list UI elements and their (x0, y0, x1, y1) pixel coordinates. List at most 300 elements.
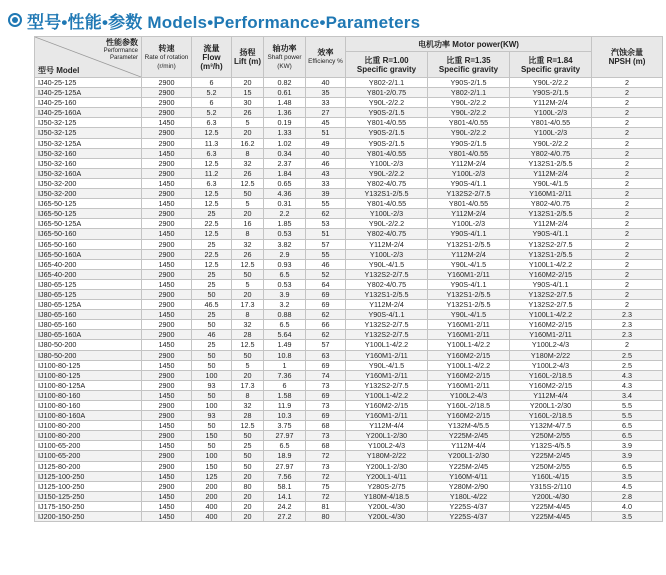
table-body (35, 78, 663, 522)
lift-cell: 28 (232, 411, 264, 421)
model-cell: IJ100-80-160A (35, 411, 142, 421)
sg-2-header (428, 52, 510, 78)
motor-sg1-cell: Y132S2-2/7.5 (346, 320, 428, 330)
sg-1-header (346, 52, 428, 78)
flow-cell: 125 (192, 471, 232, 481)
flow-cell: 22.5 (192, 249, 232, 259)
shaft-power-cell: 1 (264, 360, 306, 370)
model-cell: IJ100-80-125 (35, 370, 142, 380)
npsh-cell: 3.4 (592, 390, 663, 400)
npsh-cell: 2 (592, 148, 663, 158)
table-row (35, 431, 663, 441)
model-cell: IJ80-65-125A (35, 300, 142, 310)
npsh-header-zh: 汽蚀余量 (611, 48, 644, 57)
model-cell: IJ150-125-250 (35, 491, 142, 501)
motor-sg2-cell: Y180L-4/22 (428, 491, 510, 501)
shaft-power-cell: 10.3 (264, 411, 306, 421)
speed-cell: 2900 (142, 269, 192, 279)
speed-cell: 1450 (142, 501, 192, 511)
speed-cell: 1450 (142, 471, 192, 481)
table-row (35, 148, 663, 158)
motor-sg1-cell: Y200L1-2/30 (346, 431, 428, 441)
motor-sg1-cell: Y160M1-2/11 (346, 411, 428, 421)
motor-sg3-cell: Y132S1-2/5.5 (510, 249, 592, 259)
sg-3-header-en: Specific gravity (520, 64, 581, 74)
model-cell: IJ80-65-125 (35, 289, 142, 299)
motor-sg2-cell: Y112M-2/4 (428, 209, 510, 219)
flow-cell: 50 (192, 441, 232, 451)
shaft-power-cell: 58.1 (264, 481, 306, 491)
speed-header (142, 37, 192, 78)
motor-sg1-cell: Y280S-2/75 (346, 481, 428, 491)
speed-cell: 2900 (142, 431, 192, 441)
motor-sg1-cell: Y90L-2/2.2 (346, 219, 428, 229)
flow-cell: 50 (192, 421, 232, 431)
efficiency-cell: 69 (306, 360, 346, 370)
lift-cell: 8 (232, 390, 264, 400)
flow-cell: 50 (192, 350, 232, 360)
flow-cell: 100 (192, 401, 232, 411)
npsh-cell: 3.5 (592, 471, 663, 481)
speed-cell: 2900 (142, 300, 192, 310)
shaft-power-header-zh: 轴功率 (272, 43, 297, 53)
motor-sg3-cell: Y90S-4/1.1 (510, 229, 592, 239)
motor-sg1-cell: Y802-4/0.75 (346, 279, 428, 289)
efficiency-header-en: Efficiency % (308, 58, 343, 65)
efficiency-cell: 39 (306, 189, 346, 199)
model-cell: IJ80-50-200 (35, 340, 142, 350)
motor-sg2-cell: Y200L1-2/30 (428, 451, 510, 461)
flow-cell: 200 (192, 491, 232, 501)
motor-sg3-cell: Y100L-2/3 (510, 108, 592, 118)
motor-sg3-cell: Y132S1-2/5.5 (510, 209, 592, 219)
sg-2-header-en: Specific gravity (438, 64, 499, 74)
motor-sg3-cell: Y180M-2/22 (510, 350, 592, 360)
flow-cell: 5.2 (192, 88, 232, 98)
motor-sg2-cell: Y160M1-2/11 (428, 320, 510, 330)
table-row (35, 219, 663, 229)
motor-sg2-cell: Y90S-2/1.5 (428, 78, 510, 88)
speed-cell: 1450 (142, 229, 192, 239)
npsh-cell: 2.5 (592, 350, 663, 360)
npsh-cell: 2 (592, 289, 663, 299)
flow-cell: 200 (192, 481, 232, 491)
shaft-power-cell: 3.2 (264, 300, 306, 310)
motor-sg1-cell: Y802-4/0.75 (346, 229, 428, 239)
motor-sg1-cell: Y112M-2/4 (346, 239, 428, 249)
table-row (35, 360, 663, 370)
npsh-cell: 2.8 (592, 491, 663, 501)
motor-sg3-cell: Y112M-2/4 (510, 98, 592, 108)
table-row (35, 451, 663, 461)
efficiency-cell: 73 (306, 431, 346, 441)
lift-cell: 32 (232, 401, 264, 411)
lift-cell: 5 (232, 118, 264, 128)
table-row (35, 178, 663, 188)
speed-cell: 2900 (142, 350, 192, 360)
lift-cell: 26 (232, 168, 264, 178)
shaft-power-cell: 0.31 (264, 199, 306, 209)
model-cell: IJ125-100-250 (35, 481, 142, 491)
lift-cell: 5 (232, 360, 264, 370)
motor-sg3-cell: Y112M-2/4 (510, 219, 592, 229)
shaft-power-cell: 0.19 (264, 118, 306, 128)
lift-cell: 28 (232, 330, 264, 340)
speed-cell: 1450 (142, 421, 192, 431)
speed-cell: 2900 (142, 108, 192, 118)
shaft-power-cell: 1.48 (264, 98, 306, 108)
lift-cell: 5 (232, 199, 264, 209)
motor-sg3-cell: Y250M-2/55 (510, 431, 592, 441)
efficiency-cell: 72 (306, 491, 346, 501)
npsh-cell: 2 (592, 88, 663, 98)
shaft-power-cell: 0.93 (264, 259, 306, 269)
model-cell: IJ65-40-200 (35, 269, 142, 279)
efficiency-cell: 62 (306, 209, 346, 219)
npsh-cell: 2 (592, 128, 663, 138)
motor-sg3-cell: Y225M-4/45 (510, 512, 592, 522)
speed-cell: 2900 (142, 401, 192, 411)
motor-sg1-cell: Y200L1-4/11 (346, 471, 428, 481)
model-cell: IJ50-32-200 (35, 178, 142, 188)
model-cell: IJ125-100-250 (35, 471, 142, 481)
shaft-power-cell: 0.53 (264, 229, 306, 239)
model-cell: IJ50-32-160 (35, 148, 142, 158)
motor-sg2-cell: Y160M2-2/15 (428, 411, 510, 421)
lift-cell: 20 (232, 512, 264, 522)
model-cell: IJ80-50-200 (35, 350, 142, 360)
table-row (35, 350, 663, 360)
table-row (35, 320, 663, 330)
motor-sg2-cell: Y100L1-4/2.2 (428, 340, 510, 350)
motor-sg1-cell: Y90L-2/2.2 (346, 98, 428, 108)
parameters-table (34, 36, 663, 522)
shaft-power-cell: 6 (264, 380, 306, 390)
motor-sg2-cell: Y132M-4/5.5 (428, 421, 510, 431)
motor-power-header (346, 37, 592, 52)
lift-cell: 32 (232, 320, 264, 330)
motor-sg3-cell: Y100L2-4/3 (510, 340, 592, 350)
npsh-cell: 6.5 (592, 431, 663, 441)
motor-sg2-cell: Y280M-2/90 (428, 481, 510, 491)
speed-cell: 2900 (142, 370, 192, 380)
model-cell: IJ100-65-200 (35, 451, 142, 461)
motor-sg2-cell: Y100L-2/3 (428, 168, 510, 178)
motor-sg1-cell: Y90S-2/1.5 (346, 108, 428, 118)
motor-sg1-cell: Y132S1-2/5.5 (346, 189, 428, 199)
speed-cell: 1450 (142, 279, 192, 289)
motor-sg2-cell: Y801-4/0.55 (428, 148, 510, 158)
lift-cell: 12.5 (232, 178, 264, 188)
model-cell: IJ80-65-160 (35, 320, 142, 330)
bullet-circle-icon (8, 13, 22, 27)
shaft-power-header-en: Shaft power (KW) (267, 53, 302, 70)
model-cell: IJ65-50-160 (35, 239, 142, 249)
table-row (35, 108, 663, 118)
motor-sg2-cell: Y802-2/1.1 (428, 88, 510, 98)
model-cell: IJ65-50-125 (35, 209, 142, 219)
model-cell: IJ100-80-200 (35, 421, 142, 431)
table-row (35, 269, 663, 279)
lift-cell: 12.5 (232, 340, 264, 350)
motor-sg1-cell: Y160M1-2/11 (346, 370, 428, 380)
lift-header-zh: 扬程 (239, 48, 256, 57)
efficiency-cell: 62 (306, 330, 346, 340)
model-cell: IJ40-25-160A (35, 108, 142, 118)
speed-cell: 2900 (142, 289, 192, 299)
shaft-power-cell: 0.82 (264, 78, 306, 88)
speed-cell: 2900 (142, 219, 192, 229)
efficiency-cell: 33 (306, 178, 346, 188)
table-row (35, 229, 663, 239)
model-cell: IJ50-32-200 (35, 189, 142, 199)
table-row (35, 491, 663, 501)
motor-sg1-cell: Y200L1-2/30 (346, 461, 428, 471)
motor-sg2-cell: Y801-4/0.55 (428, 199, 510, 209)
motor-sg1-cell: Y100L1-4/2.2 (346, 390, 428, 400)
flow-cell: 400 (192, 512, 232, 522)
table-row (35, 471, 663, 481)
speed-cell: 2900 (142, 88, 192, 98)
motor-sg1-cell: Y90S-2/1.5 (346, 138, 428, 148)
efficiency-cell: 35 (306, 88, 346, 98)
lift-cell: 12.5 (232, 259, 264, 269)
shaft-power-cell: 0.88 (264, 310, 306, 320)
shaft-power-cell: 0.61 (264, 88, 306, 98)
shaft-power-cell: 18.9 (264, 451, 306, 461)
speed-cell: 1450 (142, 512, 192, 522)
motor-sg2-cell: Y132S2-2/7.5 (428, 189, 510, 199)
shaft-power-cell: 11.9 (264, 401, 306, 411)
shaft-power-cell: 14.1 (264, 491, 306, 501)
motor-sg3-cell: Y225M-4/45 (510, 501, 592, 511)
efficiency-cell: 51 (306, 128, 346, 138)
npsh-cell: 2 (592, 199, 663, 209)
flow-cell: 11.2 (192, 168, 232, 178)
motor-sg2-cell: Y90S-4/1.1 (428, 229, 510, 239)
model-cell: IJ50-32-125 (35, 128, 142, 138)
page-title: 型号•性能•参数 Models•Performance•Parameters (27, 12, 421, 32)
motor-sg1-cell: Y802-4/0.75 (346, 178, 428, 188)
model-cell: IJ175-150-250 (35, 501, 142, 511)
efficiency-cell: 51 (306, 229, 346, 239)
npsh-cell: 2 (592, 269, 663, 279)
efficiency-cell: 72 (306, 471, 346, 481)
motor-sg2-cell: Y801-4/0.55 (428, 118, 510, 128)
flow-header-en: Flow (m³/h) (200, 52, 223, 71)
speed-cell: 2900 (142, 461, 192, 471)
motor-sg3-cell: Y112M-2/4 (510, 168, 592, 178)
speed-header-zh: 转速 (158, 43, 175, 53)
motor-sg3-cell: Y90S-4/1.1 (510, 279, 592, 289)
lift-cell: 17.3 (232, 300, 264, 310)
shaft-power-cell: 1.58 (264, 390, 306, 400)
flow-cell: 25 (192, 209, 232, 219)
speed-cell: 2900 (142, 138, 192, 148)
npsh-cell: 6.5 (592, 461, 663, 471)
speed-cell: 2900 (142, 481, 192, 491)
motor-sg2-cell: Y90L-2/2.2 (428, 108, 510, 118)
npsh-cell: 2 (592, 189, 663, 199)
efficiency-cell: 81 (306, 501, 346, 511)
flow-cell: 12.5 (192, 158, 232, 168)
efficiency-cell: 33 (306, 98, 346, 108)
table-row (35, 279, 663, 289)
npsh-cell: 2 (592, 259, 663, 269)
sg-2-header-zh: 比重 R=1.35 (446, 55, 491, 65)
motor-sg3-cell: Y100L1-4/2.2 (510, 310, 592, 320)
motor-sg2-cell: Y225M-2/45 (428, 461, 510, 471)
table-row (35, 158, 663, 168)
speed-cell: 2900 (142, 168, 192, 178)
motor-sg2-cell: Y160L-2/18.5 (428, 401, 510, 411)
shaft-power-cell: 27.97 (264, 431, 306, 441)
motor-sg2-cell: Y100L-2/3 (428, 219, 510, 229)
lift-cell: 8 (232, 310, 264, 320)
flow-cell: 12.5 (192, 199, 232, 209)
model-cell: IJ100-65-200 (35, 441, 142, 451)
efficiency-cell: 46 (306, 259, 346, 269)
corner-top-zh: 性能参数 (106, 38, 138, 47)
motor-sg3-cell: Y160M2-2/15 (510, 380, 592, 390)
model-cell: IJ65-40-200 (35, 259, 142, 269)
efficiency-header (306, 37, 346, 78)
motor-sg1-cell: Y160M1-2/11 (346, 350, 428, 360)
model-cell: IJ100-80-125 (35, 360, 142, 370)
motor-sg2-cell: Y160M2-2/15 (428, 350, 510, 360)
motor-sg1-cell: Y200L-4/30 (346, 512, 428, 522)
npsh-cell: 4.3 (592, 380, 663, 390)
efficiency-cell: 73 (306, 401, 346, 411)
speed-cell: 2900 (142, 249, 192, 259)
npsh-cell: 2 (592, 178, 663, 188)
efficiency-cell: 53 (306, 219, 346, 229)
efficiency-cell: 73 (306, 461, 346, 471)
motor-sg3-cell: Y90L-4/1.5 (510, 178, 592, 188)
flow-cell: 6.3 (192, 118, 232, 128)
npsh-cell: 4.3 (592, 370, 663, 380)
flow-cell: 100 (192, 451, 232, 461)
table-row (35, 330, 663, 340)
motor-sg3-cell: Y315S-2/110 (510, 481, 592, 491)
motor-sg2-cell: Y132S1-2/5.5 (428, 289, 510, 299)
motor-sg3-cell: Y90L-2/2.2 (510, 138, 592, 148)
lift-cell: 20 (232, 209, 264, 219)
parameters-table-wrapper (34, 36, 662, 522)
npsh-cell: 2 (592, 340, 663, 350)
table-row (35, 501, 663, 511)
efficiency-cell: 69 (306, 300, 346, 310)
speed-header-en: Rate of rotation (r/min) (144, 53, 189, 70)
flow-cell: 25 (192, 310, 232, 320)
speed-cell: 1450 (142, 441, 192, 451)
motor-sg1-cell: Y180M-4/18.5 (346, 491, 428, 501)
speed-cell: 1450 (142, 178, 192, 188)
table-row (35, 401, 663, 411)
motor-sg1-cell: Y200L-4/30 (346, 501, 428, 511)
model-cell: IJ50-32-160A (35, 168, 142, 178)
motor-sg2-cell: Y100L2-4/3 (428, 390, 510, 400)
motor-sg3-cell: Y100L2-4/3 (510, 360, 592, 370)
table-row (35, 98, 663, 108)
speed-cell: 2900 (142, 451, 192, 461)
shaft-power-cell: 0.34 (264, 148, 306, 158)
efficiency-cell: 73 (306, 380, 346, 390)
motor-sg2-cell: Y160M1-2/11 (428, 269, 510, 279)
motor-sg2-cell: Y225S-4/37 (428, 512, 510, 522)
motor-sg1-cell: Y100L2-4/3 (346, 441, 428, 451)
flow-cell: 12.5 (192, 128, 232, 138)
shaft-power-cell: 2.37 (264, 158, 306, 168)
model-cell: IJ40-25-125 (35, 78, 142, 88)
efficiency-cell: 69 (306, 289, 346, 299)
shaft-power-header (264, 37, 306, 78)
npsh-cell: 5.5 (592, 411, 663, 421)
speed-cell: 1450 (142, 390, 192, 400)
speed-cell: 1450 (142, 360, 192, 370)
motor-sg3-cell: Y132S2-2/7.5 (510, 239, 592, 249)
model-cell: IJ125-80-200 (35, 461, 142, 471)
npsh-cell: 2 (592, 219, 663, 229)
speed-cell: 1450 (142, 340, 192, 350)
shaft-power-cell: 2.2 (264, 209, 306, 219)
sg-1-header-en: Specific gravity (356, 64, 417, 74)
flow-header-zh: 流量 (203, 43, 220, 53)
model-cell: IJ65-50-125 (35, 199, 142, 209)
table-row (35, 199, 663, 209)
shaft-power-cell: 0.53 (264, 279, 306, 289)
efficiency-header-zh: 效率 (317, 48, 334, 57)
model-cell: IJ40-25-160 (35, 98, 142, 108)
flow-cell: 150 (192, 461, 232, 471)
table-row (35, 310, 663, 320)
model-cell: IJ40-25-125A (35, 88, 142, 98)
motor-sg2-cell: Y90S-2/1.5 (428, 138, 510, 148)
efficiency-cell: 68 (306, 441, 346, 451)
sg-3-header (510, 52, 592, 78)
motor-sg3-cell: Y100L1-4/2.2 (510, 259, 592, 269)
motor-sg2-cell: Y100L1-4/2.2 (428, 360, 510, 370)
lift-cell: 5 (232, 279, 264, 289)
lift-cell: 20 (232, 289, 264, 299)
motor-sg1-cell: Y90S-2/1.5 (346, 128, 428, 138)
lift-cell: 8 (232, 148, 264, 158)
shaft-power-cell: 3.82 (264, 239, 306, 249)
speed-cell: 2900 (142, 128, 192, 138)
motor-sg1-cell: Y100L-2/3 (346, 249, 428, 259)
lift-cell: 20 (232, 370, 264, 380)
npsh-cell: 2 (592, 168, 663, 178)
flow-cell: 25 (192, 279, 232, 289)
shaft-power-cell: 3.9 (264, 289, 306, 299)
flow-cell: 50 (192, 289, 232, 299)
motor-sg2-cell: Y90L-2/2.2 (428, 98, 510, 108)
model-cell: IJ50-32-125A (35, 138, 142, 148)
model-cell: IJ100-80-160 (35, 401, 142, 411)
npsh-cell: 2 (592, 138, 663, 148)
motor-sg2-cell: Y112M-2/4 (428, 158, 510, 168)
motor-sg3-cell: Y200L1-2/30 (510, 401, 592, 411)
flow-cell: 12.5 (192, 259, 232, 269)
table-row (35, 168, 663, 178)
npsh-cell: 2 (592, 158, 663, 168)
shaft-power-cell: 24.2 (264, 501, 306, 511)
shaft-power-cell: 0.65 (264, 178, 306, 188)
flow-cell: 25 (192, 269, 232, 279)
motor-sg2-cell: Y90S-4/1.1 (428, 279, 510, 289)
lift-header (232, 37, 264, 78)
sg-1-header-zh: 比重 R=1.00 (364, 55, 409, 65)
